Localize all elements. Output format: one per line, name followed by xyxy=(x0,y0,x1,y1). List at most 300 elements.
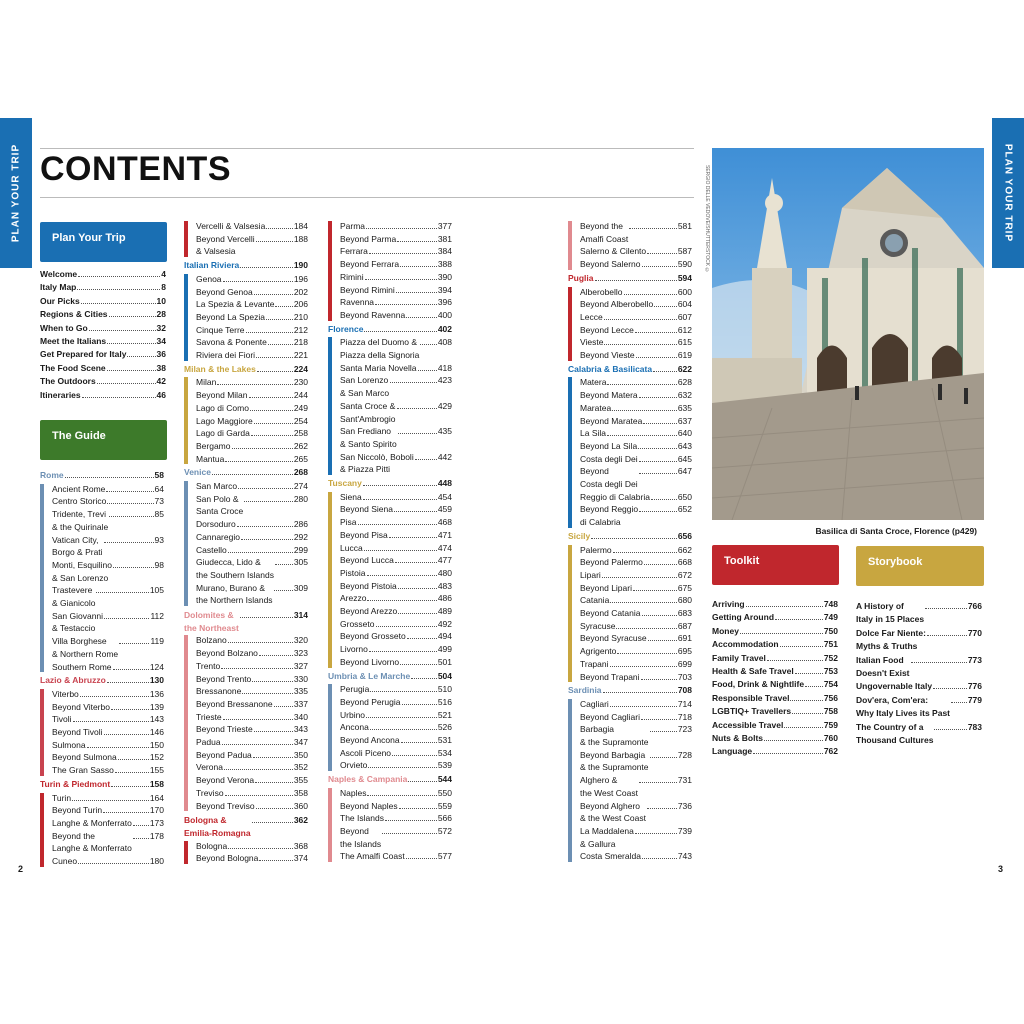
toc-entry-title: Perugia xyxy=(340,684,370,695)
toc-entry-page: 759 xyxy=(823,719,838,730)
toc-entry xyxy=(40,375,166,388)
toc-entry-page: 521 xyxy=(437,709,452,720)
toc-entry xyxy=(580,607,692,620)
dot-leader xyxy=(407,638,437,639)
toc-entry-page: 85 xyxy=(154,509,164,520)
toc-entry xyxy=(340,618,452,631)
the-guide-label: The Guide xyxy=(52,430,106,442)
dot-leader xyxy=(607,384,676,385)
toc-entry-title: San Frediano & Santo Spirito xyxy=(340,426,397,449)
toc-entry-page: 770 xyxy=(967,627,982,638)
dot-leader xyxy=(604,344,676,345)
toc-entry-page: 64 xyxy=(154,483,164,494)
dot-leader xyxy=(256,808,293,809)
toc-entry-title: Beyond Grosseto xyxy=(340,631,406,642)
dot-leader xyxy=(78,863,149,864)
toc-entry-title: Livorno xyxy=(340,644,368,655)
region-group xyxy=(184,260,308,362)
tab-label-right: PLAN YOUR TRIP xyxy=(1002,143,1014,243)
dot-leader xyxy=(363,479,437,486)
toc-entry-title: Beyond Maratea xyxy=(580,415,643,426)
toc-entry xyxy=(340,374,452,399)
toc-entry-page: 652 xyxy=(677,504,692,515)
dot-leader xyxy=(224,769,293,770)
toc-entry-page: 647 xyxy=(677,466,692,477)
toc-entry xyxy=(340,787,452,800)
region-heading xyxy=(184,609,308,634)
dot-leader xyxy=(256,357,293,358)
region-name: Dolomites & the Northeast xyxy=(184,610,239,633)
toc-entry xyxy=(580,402,692,415)
dot-leader xyxy=(767,660,823,661)
toc-entry-page: 249 xyxy=(293,402,308,413)
toc-entry-title: Lipari xyxy=(580,569,601,580)
toc-entry-page: 474 xyxy=(437,542,452,553)
dot-leader xyxy=(639,782,677,783)
toc-entry-page: 442 xyxy=(437,451,452,462)
toc-entry xyxy=(340,721,452,734)
toc-entry-title: Accommodation xyxy=(712,639,779,650)
toc-entry xyxy=(580,749,692,774)
toc-entry xyxy=(340,400,452,425)
region-entries xyxy=(568,286,692,362)
toc-entry-title: Beyond Pisa xyxy=(340,529,388,540)
dot-leader xyxy=(366,717,437,718)
dot-leader xyxy=(398,433,437,434)
guide-column-1 xyxy=(40,470,164,870)
toc-entry xyxy=(40,389,166,402)
toc-entry xyxy=(52,764,164,777)
toc-entry xyxy=(580,632,692,645)
region-page: 708 xyxy=(677,685,692,696)
region-heading xyxy=(328,671,452,684)
toc-entry-page: 206 xyxy=(293,299,308,310)
toc-entry xyxy=(580,825,692,850)
toc-entry xyxy=(196,544,308,557)
dot-leader xyxy=(237,526,293,527)
toc-entry xyxy=(196,673,308,686)
region-color-bar xyxy=(328,337,332,475)
toc-entry-page: 330 xyxy=(293,673,308,684)
dot-leader xyxy=(792,713,823,714)
toc-entry-title: Beyond Turin xyxy=(52,805,103,816)
region-page: 158 xyxy=(149,778,164,789)
toc-entry-title: Money xyxy=(712,625,739,636)
toc-entry-title: Vercelli & Valsesia xyxy=(196,221,266,231)
dot-leader xyxy=(133,838,149,839)
region-color-bar xyxy=(184,377,188,464)
toc-entry-title: Beyond Rimini xyxy=(340,284,395,295)
toc-entry-title: Beyond Livorno xyxy=(340,656,400,667)
dot-leader xyxy=(653,365,677,372)
region-entries xyxy=(40,688,164,777)
region-entries xyxy=(184,634,308,812)
toc-entry-page: 516 xyxy=(437,696,452,707)
toc-entry-page: 4 xyxy=(161,269,166,279)
region-color-bar xyxy=(328,492,332,668)
toc-entry xyxy=(340,529,452,542)
toc-entry xyxy=(340,567,452,580)
dot-leader xyxy=(242,693,292,694)
dot-leader xyxy=(641,679,677,680)
toc-entry-title: The Country of a Thousand Cultures xyxy=(856,721,934,746)
dot-leader xyxy=(222,744,293,745)
toc-entry-page: 98 xyxy=(154,559,164,570)
toc-entry-page: 46 xyxy=(156,389,166,400)
toc-entry-title: Beyond Trapani xyxy=(580,671,640,682)
dot-leader xyxy=(133,825,149,826)
dot-leader xyxy=(212,468,293,475)
toc-entry-page: 489 xyxy=(437,606,452,617)
toc-entry xyxy=(580,311,692,324)
toc-entry-page: 173 xyxy=(149,817,164,828)
toc-entry-title: Vatican City, Borgo & Prati xyxy=(52,534,103,558)
toc-entry-page: 230 xyxy=(293,377,308,388)
toc-entry xyxy=(196,427,308,440)
toc-entry xyxy=(340,491,452,504)
dot-leader xyxy=(602,577,677,578)
region-color-bar xyxy=(328,684,332,771)
dot-leader xyxy=(369,651,437,652)
dot-leader xyxy=(740,633,823,634)
dot-leader xyxy=(240,261,293,268)
toc-entry-title: Lago di Garda xyxy=(196,428,250,439)
photo-credit: SERGIO DELLE VEDOVE/SHUTTERSTOCK © xyxy=(704,165,710,274)
toc-entry-page: 468 xyxy=(437,517,452,528)
toc-entry-page: 640 xyxy=(677,428,692,439)
toc-entry-page: 299 xyxy=(293,544,308,555)
toc-entry-page: 152 xyxy=(149,752,164,763)
toc-entry xyxy=(196,582,308,607)
toc-entry-title: Orvieto xyxy=(340,760,368,771)
toc-entry-page: 668 xyxy=(677,557,692,568)
toc-entry-page: 38 xyxy=(156,362,166,373)
toc-entry-page: 753 xyxy=(823,666,838,677)
toc-entry xyxy=(196,453,308,466)
toc-entry-title: Beyond Lecce xyxy=(580,324,634,335)
toc-entry-page: 662 xyxy=(677,544,692,555)
dot-leader xyxy=(107,343,155,344)
dot-leader xyxy=(364,550,437,551)
toc-entry-title: Beyond Naples xyxy=(340,800,398,811)
toc-entry-title: Arezzo xyxy=(340,593,367,604)
toc-entry xyxy=(580,711,692,724)
toc-entry-page: 337 xyxy=(293,698,308,709)
toc-entry xyxy=(52,688,164,701)
dot-leader xyxy=(89,330,156,331)
toc-entry-page: 748 xyxy=(823,599,838,609)
toc-entry-page: 320 xyxy=(293,635,308,646)
region-heading xyxy=(328,324,452,337)
toc-entry-title: Beyond Lipari xyxy=(580,582,632,593)
dot-leader xyxy=(639,511,677,512)
toc-entry-title: Monti, Esquilino & San Lorenzo xyxy=(52,559,113,583)
dot-leader xyxy=(275,564,293,565)
toc-entry xyxy=(40,348,166,361)
toc-entry-title: Murano, Burano & the Northern Islands xyxy=(196,582,273,606)
dot-leader xyxy=(610,706,677,707)
toc-entry xyxy=(52,817,164,830)
toc-entry xyxy=(196,286,308,299)
dot-leader xyxy=(401,742,437,743)
dot-leader xyxy=(933,688,967,689)
toc-entry-title: Turin xyxy=(52,792,72,803)
toc-entry-page: 643 xyxy=(677,440,692,451)
toc-entry-title: Padua xyxy=(196,737,221,748)
dot-leader xyxy=(647,808,677,809)
dot-leader xyxy=(259,655,293,656)
toc-entry xyxy=(580,850,692,863)
toc-entry-page: 112 xyxy=(150,610,164,621)
region-heading xyxy=(184,364,308,377)
toc-entry-title: Costa degli Dei xyxy=(580,453,638,464)
toc-entry xyxy=(340,362,452,375)
toc-entry-title: Lago Maggiore xyxy=(196,415,253,426)
toc-entry-page: 581 xyxy=(677,221,692,231)
dot-leader xyxy=(795,673,823,674)
toc-entry-title: La Sila xyxy=(580,428,606,439)
toc-entry-page: 494 xyxy=(437,631,452,642)
toc-entry-page: 254 xyxy=(293,415,308,426)
toc-entry xyxy=(580,620,692,633)
toc-entry-title: Piazza del Duomo & Piazza della Signoria xyxy=(340,337,420,361)
toc-entry-title: Beyond the Langhe & Monferrato xyxy=(52,830,132,854)
dot-leader xyxy=(104,618,149,619)
dot-leader xyxy=(228,848,293,849)
toc-entry-title: Beyond Catania xyxy=(580,608,641,619)
dot-leader xyxy=(241,539,293,540)
toc-entry-title: Milan xyxy=(196,377,217,388)
toc-entry-page: 743 xyxy=(677,851,692,862)
toc-entry-title: Ancient Rome xyxy=(52,483,106,494)
toc-entry-page: 327 xyxy=(293,660,308,671)
storybook-list xyxy=(856,600,982,747)
toc-entry-page: 360 xyxy=(293,800,308,811)
dot-leader xyxy=(638,448,677,449)
dot-leader xyxy=(274,590,293,591)
dot-leader xyxy=(650,731,677,732)
toc-entry-page: 323 xyxy=(293,648,308,659)
toc-entry-title: Dorsoduro xyxy=(196,519,236,530)
toc-entry-title: Treviso xyxy=(196,787,224,798)
toc-entry-page: 42 xyxy=(156,376,166,387)
toc-entry-page: 408 xyxy=(437,337,452,348)
toc-entry xyxy=(580,258,692,271)
toc-entry-title: Beyond Syracuse xyxy=(580,633,647,644)
toc-entry-page: 607 xyxy=(677,311,692,322)
toc-entry-page: 635 xyxy=(677,402,692,413)
toc-entry xyxy=(580,556,692,569)
toc-entry-title: Beyond Vercelli & Valsesia xyxy=(196,233,255,257)
region-group xyxy=(40,470,164,673)
toc-entry xyxy=(196,376,308,389)
toc-entry-page: 150 xyxy=(149,739,164,750)
dot-leader xyxy=(254,423,293,424)
toc-entry-title: La Spezia & Levante xyxy=(196,299,275,310)
toc-entry xyxy=(580,594,692,607)
region-color-bar xyxy=(328,221,332,321)
toc-entry xyxy=(196,840,308,853)
dot-leader xyxy=(420,344,436,345)
toc-entry-title: Bologna xyxy=(196,840,228,851)
dot-leader xyxy=(764,740,823,741)
toc-entry-title: Ascoli Piceno xyxy=(340,747,392,758)
toc-entry xyxy=(340,554,452,567)
toc-entry-page: 188 xyxy=(293,233,308,244)
toc-entry-title: Beyond Parma xyxy=(340,233,397,244)
region-group xyxy=(328,324,452,476)
toc-entry-title: Mantua xyxy=(196,453,225,464)
title-rule xyxy=(40,197,694,198)
dot-leader xyxy=(644,564,677,565)
toc-entry-page: 779 xyxy=(967,694,982,705)
toc-entry-title: Beyond Genoa xyxy=(196,286,253,297)
toc-entry-title: Beyond Cagliari xyxy=(580,711,641,722)
toc-entry-page: 244 xyxy=(293,390,308,401)
toc-entry-title: Alberobello xyxy=(580,286,623,297)
region-heading xyxy=(184,260,308,273)
toc-entry-page: 762 xyxy=(823,746,838,757)
toc-entry-page: 572 xyxy=(437,825,452,836)
toc-entry-page: 286 xyxy=(293,519,308,530)
plan-your-trip-tab-right xyxy=(992,118,1024,268)
region-name: Naples & Campania xyxy=(328,774,408,785)
dot-leader xyxy=(396,292,437,293)
dot-leader xyxy=(385,820,437,821)
dot-leader xyxy=(775,619,823,620)
toc-entry xyxy=(580,220,692,245)
toc-entry-page: 212 xyxy=(293,324,308,335)
toc-entry xyxy=(580,349,692,362)
region-color-bar xyxy=(184,221,188,257)
toc-entry-page: 105 xyxy=(149,585,164,596)
dot-leader xyxy=(82,397,156,398)
region-heading xyxy=(568,531,692,544)
toc-entry-title: Southern Rome xyxy=(52,661,112,672)
dot-leader xyxy=(256,241,293,242)
toc-entry-page: 164 xyxy=(149,792,164,803)
toc-entry-page: 566 xyxy=(437,813,452,824)
toc-entry xyxy=(196,634,308,647)
toc-entry-page: 32 xyxy=(156,322,166,333)
toc-entry-title: Accessible Travel xyxy=(712,719,784,730)
region-heading xyxy=(184,467,308,480)
toc-entry xyxy=(856,654,982,681)
toc-entry-title: The Islands xyxy=(340,813,384,824)
region-entries xyxy=(328,491,452,669)
toc-entry-title: Barbagia & the Supramonte xyxy=(580,724,649,748)
region-group xyxy=(568,685,692,863)
dot-leader xyxy=(81,303,156,304)
toc-entry xyxy=(196,800,308,813)
dot-leader xyxy=(97,383,156,384)
toc-entry-title: Language xyxy=(712,746,753,757)
toc-entry xyxy=(712,745,838,758)
toc-entry xyxy=(712,719,838,732)
toc-entry-title: Family Travel xyxy=(712,652,766,663)
toc-entry-title: Our Picks xyxy=(40,295,80,306)
dot-leader xyxy=(254,294,293,295)
dot-leader xyxy=(390,382,437,383)
guide-column-2 xyxy=(184,220,308,867)
toc-entry-page: 305 xyxy=(293,557,308,568)
dot-leader xyxy=(790,700,822,701)
toc-entry-title: Giudecca, Lido & the Southern Islands xyxy=(196,557,274,580)
toc-entry-page: 180 xyxy=(149,856,164,867)
dot-leader xyxy=(934,729,966,730)
dot-leader xyxy=(951,702,967,703)
toc-entry-title: Cagliari xyxy=(580,698,609,709)
toc-entry xyxy=(340,630,452,643)
toc-entry xyxy=(52,534,164,559)
toc-entry xyxy=(340,451,452,476)
toc-entry-page: 350 xyxy=(293,749,308,760)
toc-entry-title: Beyond La Sila xyxy=(580,440,638,451)
dot-leader xyxy=(250,410,293,411)
guide-column-4 xyxy=(568,220,692,865)
toc-entry-title: Costa Smeralda xyxy=(580,851,641,862)
the-guide-box xyxy=(40,420,167,460)
dot-leader xyxy=(610,602,677,603)
region-color-bar xyxy=(568,545,572,683)
region-group xyxy=(568,273,692,362)
toc-entry-page: 749 xyxy=(823,612,838,623)
toc-entry-title: San Polo & Santa Croce xyxy=(196,493,244,517)
region-group xyxy=(40,779,164,868)
toc-entry-page: 587 xyxy=(677,246,692,257)
toc-entry xyxy=(340,309,452,322)
region-page: 314 xyxy=(293,610,308,621)
dot-leader xyxy=(397,408,437,409)
region-name: Sardinia xyxy=(568,685,602,696)
toc-entry-page: 672 xyxy=(677,569,692,580)
toc-entry-title: Beyond Reggio di Calabria xyxy=(580,504,639,528)
toc-entry xyxy=(712,705,838,718)
toc-entry xyxy=(196,711,308,724)
toc-entry xyxy=(580,376,692,389)
toc-entry xyxy=(196,685,308,698)
toc-entry-title: Beyond Milan xyxy=(196,390,248,401)
toc-entry xyxy=(712,598,838,611)
toc-entry-page: 28 xyxy=(156,309,166,320)
region-group xyxy=(184,609,308,812)
region-color-bar xyxy=(40,484,44,673)
toc-entry-page: 352 xyxy=(293,762,308,773)
toc-entry-title: Beyond Verona xyxy=(196,775,255,786)
toc-entry xyxy=(340,336,452,361)
toc-entry xyxy=(52,830,164,855)
toc-entry-title: Ungovernable Italy xyxy=(856,681,933,692)
region-entries xyxy=(568,698,692,863)
toc-entry xyxy=(340,643,452,656)
region-group xyxy=(568,364,692,529)
dot-leader xyxy=(104,542,154,543)
dot-leader xyxy=(635,833,677,834)
toc-entry xyxy=(856,600,982,627)
dot-leader xyxy=(415,459,437,460)
toc-entry xyxy=(40,295,166,308)
plan-your-trip-list xyxy=(40,268,166,402)
toc-entry-title: Beyond Perugia xyxy=(340,696,401,707)
toc-entry-title: Tridente, Trevi & the Quirinale xyxy=(52,509,109,532)
dot-leader xyxy=(257,365,293,372)
toc-entry xyxy=(196,298,308,311)
toc-entry-title: Cuneo xyxy=(52,856,78,867)
toc-entry-page: 531 xyxy=(437,735,452,746)
region-heading xyxy=(184,814,308,839)
toc-entry-page: 492 xyxy=(437,618,452,629)
region-page: 58 xyxy=(154,470,164,480)
